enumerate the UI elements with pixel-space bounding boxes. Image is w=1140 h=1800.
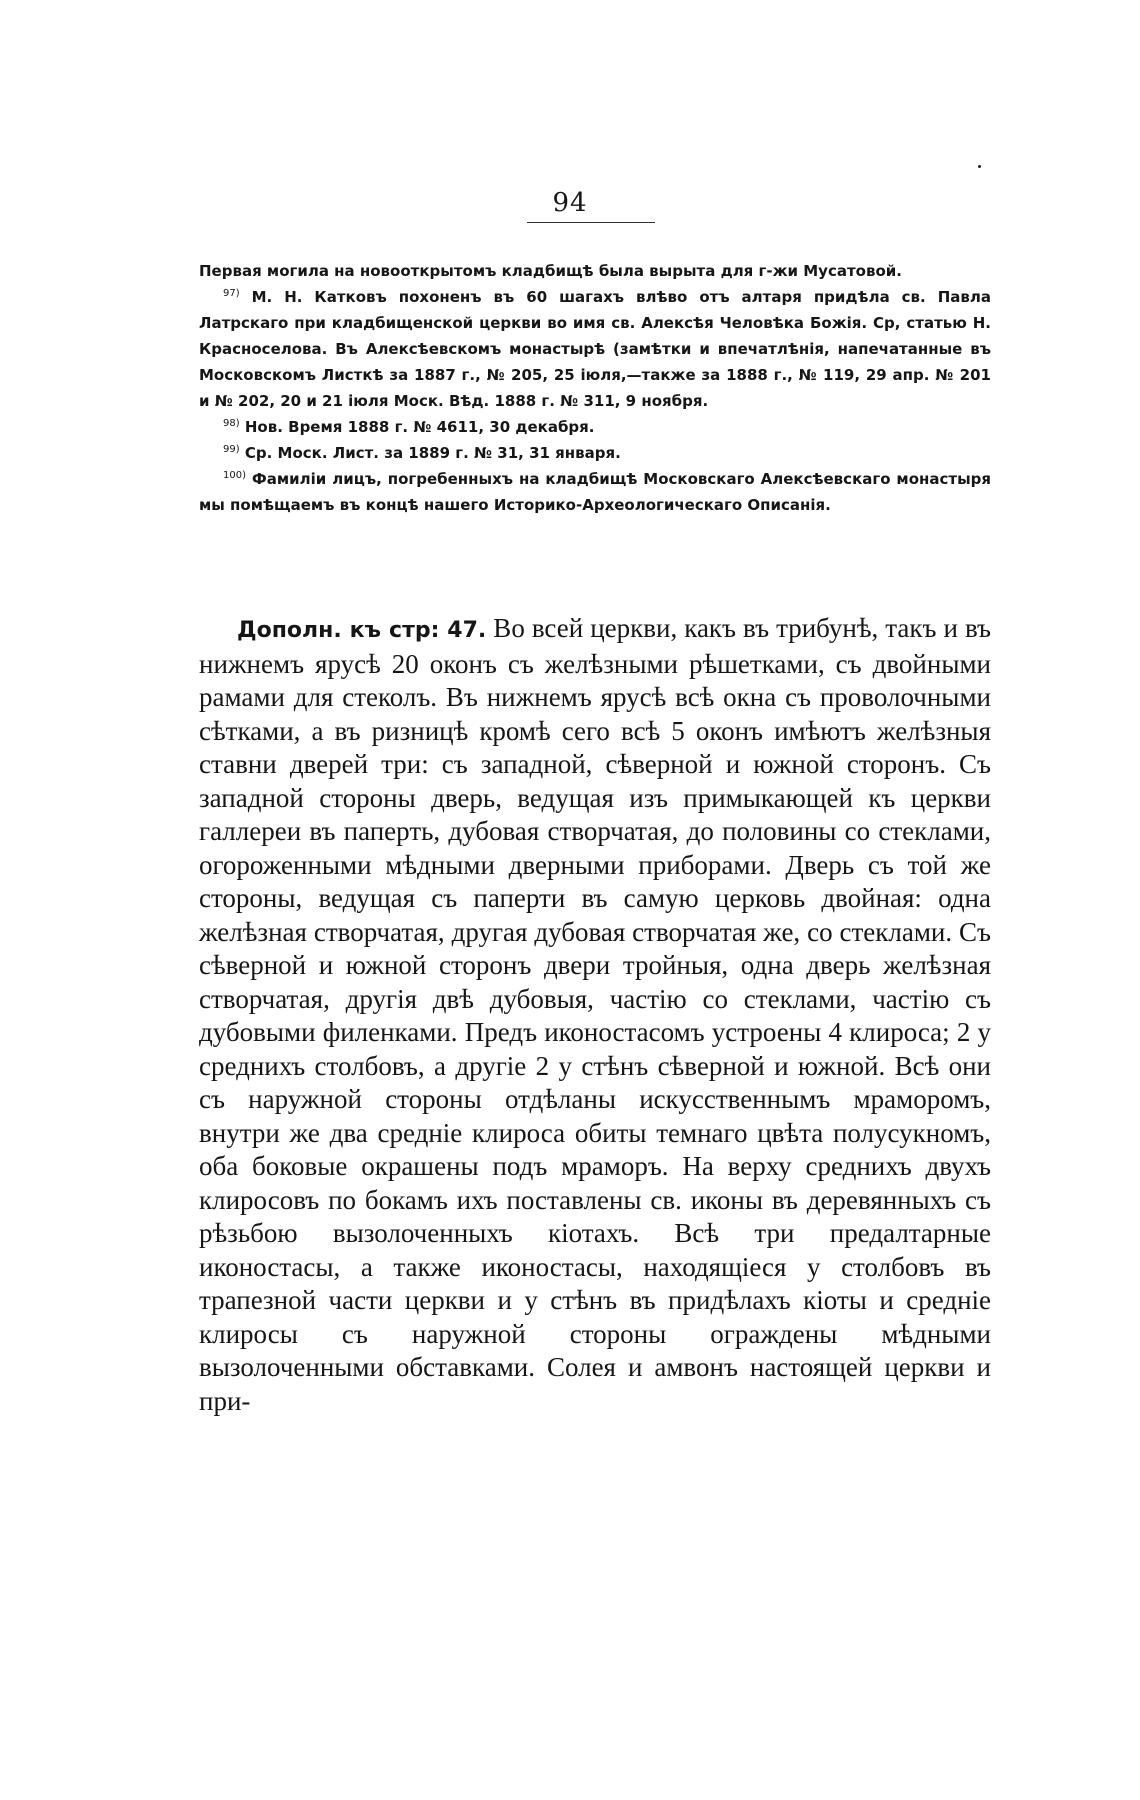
footnote-text: Фамиліи лицъ, погребенныхъ на кладбищѣ Московскаго Алексѣевскаго монастыря мы помѣщаемъ въ концѣ нашего Историко-Археологическаго Описанія. — [199, 470, 991, 514]
page-number: 94 — [552, 188, 588, 218]
footnote-text: Первая могила на новооткрытомъ кладбищѣ была вырыта для г-жи Мусатовой. — [199, 262, 902, 280]
header-rule — [527, 222, 655, 223]
footnote-98 — [199, 414, 991, 440]
footnote-text: М. Н. Катковъ похоненъ въ 60 шагахъ влѣво отъ алтаря придѣла св. Павла Латрскаго при кладбищенской церкви во имя св. Алексѣя Человѣка Божія. Ср, статью Н. Красноселова. Въ Алексѣевскомъ монастырѣ (замѣтки и впечатлѣнія, напечатанные въ Московскомъ Листкѣ за 1887 г., № 205, 25 іюля,—также за 1888 г., № 119, 29 апр. № 201 и № 202, 20 и 21 іюля Моск. Вѣд. 1888 г. № 311, 9 ноября. — [199, 288, 991, 410]
footnote-97 — [199, 284, 991, 414]
footnote-100 — [199, 466, 991, 518]
footnote-continuation — [199, 258, 991, 284]
ink-speck — [978, 165, 981, 168]
addendum-text: Во всей церкви, какъ въ трибунѣ, такъ и въ нижнемъ ярусѣ 20 оконъ съ желѣзными рѣшетками, съ двойными рамами для стеколъ. Въ нижнемъ ярусѣ всѣ окна съ проволочными сѣтками, а въ ризницѣ кромѣ сего всѣ 5 оконъ имѣютъ желѣзныя ставни дверей три: съ западной, сѣверной и южной сторонъ. Съ западной стороны дверь, ведущая изъ примыкающей къ церкви галлереи въ паперть, дубовая створчатая, до половины со стеклами, огороженными мѣдными дверными приборами. Дверь съ той же стороны, ведущая съ паперти въ самую церковь двойная: одна желѣзная створчатая, другая дубовая створчатая же, со стеклами. Съ сѣверной и южной сторонъ двери тройныя, одна дверь желѣзная створчатая, другія двѣ дубовыя, частію со стеклами, частію съ дубовыми филенками. Предъ иконостасомъ устроены 4 клироса; 2 у среднихъ столбовъ, а другіе 2 у стѣнъ сѣверной и южной. Всѣ они съ наружной стороны отдѣланы искусственнымъ мраморомъ, внутри же два средніе клироса обиты темнаго цвѣта полусукномъ, оба боковые окрашены подъ мраморъ. На верху среднихъ двухъ клиросовъ по бокамъ ихъ поставлены св. иконы въ деревянныхъ съ рѣзьбою вызолоченныхъ кіотахъ. Всѣ три предалтарные иконостасы, а также иконостасы, находящіеся у столбовъ въ трапезной части церкви и у стѣнъ въ придѣлахъ кіоты и средніе клиросы съ наружной стороны ограждены мѣдными вызолоченными обставками. Солея и амвонъ настоящей церкви и при- — [199, 613, 991, 1416]
footnote-marker: 100) — [223, 470, 246, 481]
footnote-marker: 97) — [223, 288, 240, 299]
footnote-99 — [199, 440, 991, 466]
addendum-paragraph — [199, 612, 991, 1418]
addendum-heading: Дополн. къ стр: 47. — [237, 618, 487, 643]
footnote-marker: 98) — [223, 418, 240, 429]
footnote-text: Нов. Время 1888 г. № 4611, 30 декабря. — [239, 418, 595, 436]
footnote-marker: 99) — [223, 444, 240, 455]
footnote-text: Ср. Моск. Лист. за 1889 г. № 31, 31 января. — [239, 444, 621, 462]
footnotes — [199, 258, 991, 518]
